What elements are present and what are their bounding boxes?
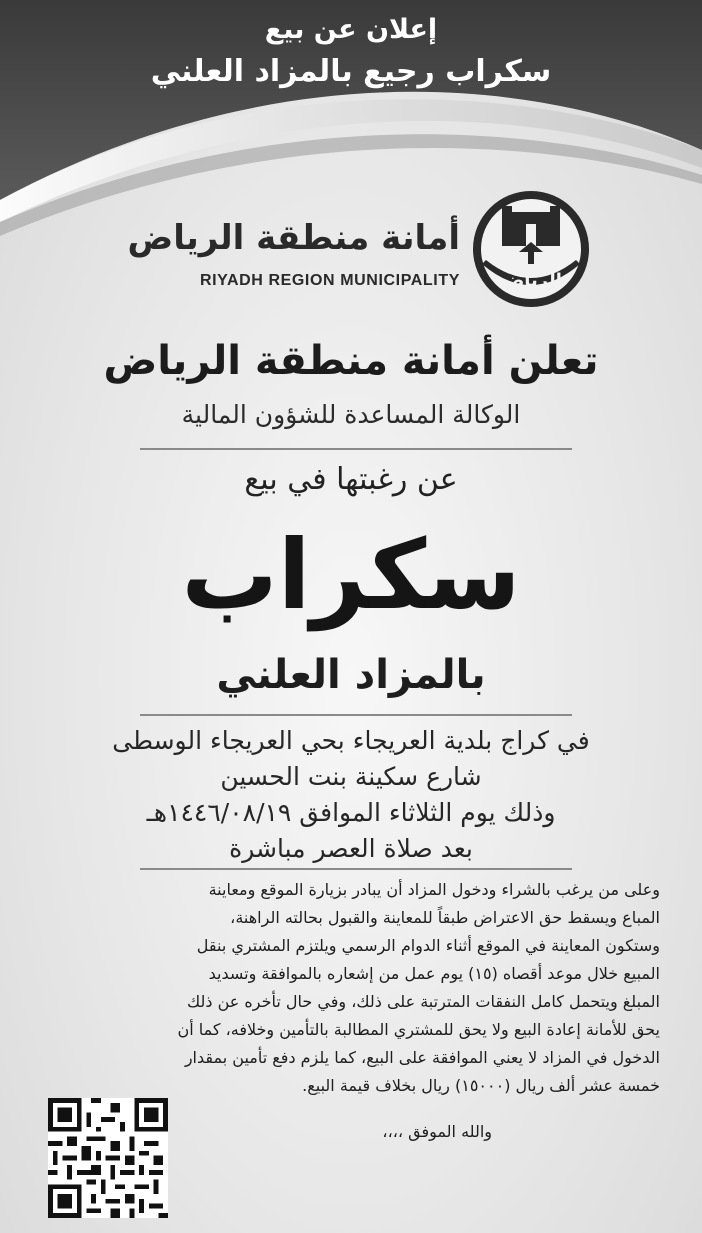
terms-line: وعلى من يرغب بالشراء ودخول المزاد أن يبادر بزيارة الموقع ومعاينة [208, 880, 660, 899]
time-line: بعد صلاة العصر مباشرة [229, 834, 473, 863]
terms-line: المبيع خلال موعد أقصاه (١٥) يوم عمل من إشعاره بالموافقة وتسديد [208, 964, 660, 983]
qr-code-icon[interactable] [48, 1098, 168, 1218]
municipality-seal-icon [470, 188, 592, 310]
location-line: في كراج بلدية العريجاء بحي العريجاء الوسطى [112, 726, 590, 755]
terms-line: المباع ويسقط حق الاعتراض طبقاً للمعاينة والقبول بحالته الراهنة، [230, 908, 660, 927]
agency-line: الوكالة المساعدة للشؤون المالية [181, 400, 521, 429]
divider-bottom [140, 868, 572, 870]
street-line: شارع سكينة بنت الحسين [220, 762, 482, 791]
terms-line: وستكون المعاينة في الموقع أثناء الدوام الرسمي ويلتزم المشتري بنقل [196, 936, 660, 955]
intro-line: عن رغبتها في بيع [244, 462, 458, 497]
item-title: سكراب [181, 519, 521, 631]
terms-line: الدخول في المزاد لا يعني الموافقة على البيع، كما يلزم دفع تأمين بمقدار [184, 1048, 660, 1067]
organization-name-arabic: أمانة منطقة الرياض [127, 218, 460, 258]
terms-line: يحق للأمانة إعادة البيع ولا يحق للمشتري المطالبة بالتأمين وخلافه، كما أن [177, 1020, 660, 1039]
headline: تعلن أمانة منطقة الرياض [103, 338, 599, 384]
closing-line: والله الموفق ،،،، [382, 1122, 492, 1141]
terms-line: خمسة عشر ألف ريال (١٥٠٠٠) ريال بخلاف قيمة البيع. [302, 1076, 660, 1095]
date-line: وذلك يوم الثلاثاء الموافق ١٤٤٦/٠٨/١٩هـ [146, 798, 556, 827]
seal-text: الرياض [500, 270, 562, 291]
terms-line: المبلغ ويتحمل كامل النفقات المترتبة على ذلك، وفي حال تأخره عن ذلك [187, 992, 660, 1011]
organization-name-english: RIYADH REGION MUNICIPALITY [199, 272, 460, 289]
divider-top [140, 448, 572, 450]
banner-subtitle: سكراب رجيع بالمزاد العلني [150, 54, 552, 89]
auction-method: بالمزاد العلني [216, 652, 486, 698]
terms-paragraph [42, 876, 660, 1100]
divider-middle [140, 714, 572, 716]
organization-logo-block [100, 188, 600, 308]
banner-title: إعلان عن بيع [264, 14, 438, 45]
